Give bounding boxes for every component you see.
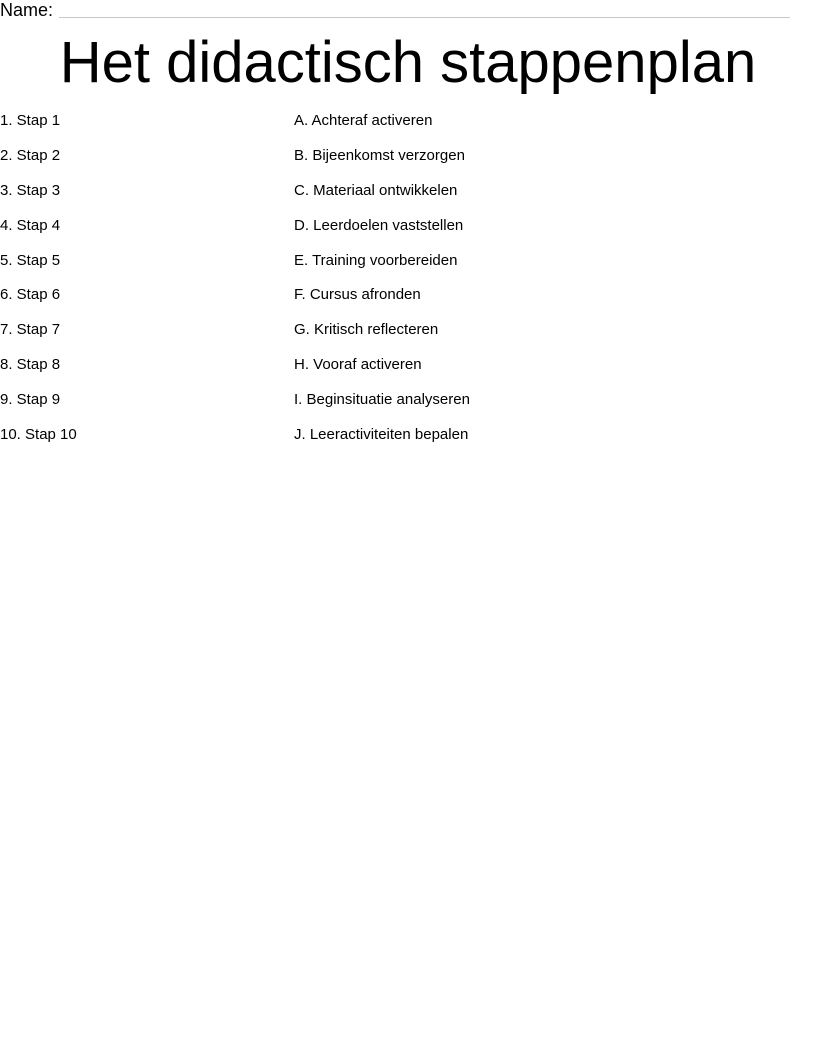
step-item: 2. Stap 2: [0, 146, 61, 164]
option-item: H. Vooraf activeren: [294, 356, 422, 374]
option-item: G. Kritisch reflecteren: [294, 321, 439, 339]
step-item: 6. Stap 6: [0, 286, 61, 304]
page-title: Het didactisch stappenplan: [59, 30, 757, 95]
option-item: C. Materiaal ontwikkelen: [294, 181, 458, 199]
option-item: I. Beginsituatie analyseren: [294, 391, 470, 409]
option-item: J. Leeractiviteiten bepalen: [294, 426, 469, 444]
option-item: E. Training voorbereiden: [294, 251, 458, 269]
name-blank-line[interactable]: [59, 17, 790, 18]
options-list: [294, 112, 794, 461]
option-item: D. Leerdoelen vaststellen: [294, 216, 464, 234]
name-label: Name:: [0, 0, 54, 20]
step-item: 10. Stap 10: [0, 426, 77, 444]
step-item: 8. Stap 8: [0, 356, 61, 374]
step-item: 5. Stap 5: [0, 251, 61, 269]
option-item: F. Cursus afronden: [294, 286, 421, 304]
option-item: B. Bijeenkomst verzorgen: [294, 146, 465, 164]
step-item: 7. Stap 7: [0, 321, 61, 339]
step-item: 4. Stap 4: [0, 216, 61, 234]
step-item: 1. Stap 1: [0, 112, 61, 129]
step-item: 3. Stap 3: [0, 181, 61, 199]
steps-list: [0, 112, 280, 461]
option-item: A. Achteraf activeren: [294, 112, 433, 129]
step-item: 9. Stap 9: [0, 391, 61, 409]
name-field-row: [0, 0, 790, 22]
